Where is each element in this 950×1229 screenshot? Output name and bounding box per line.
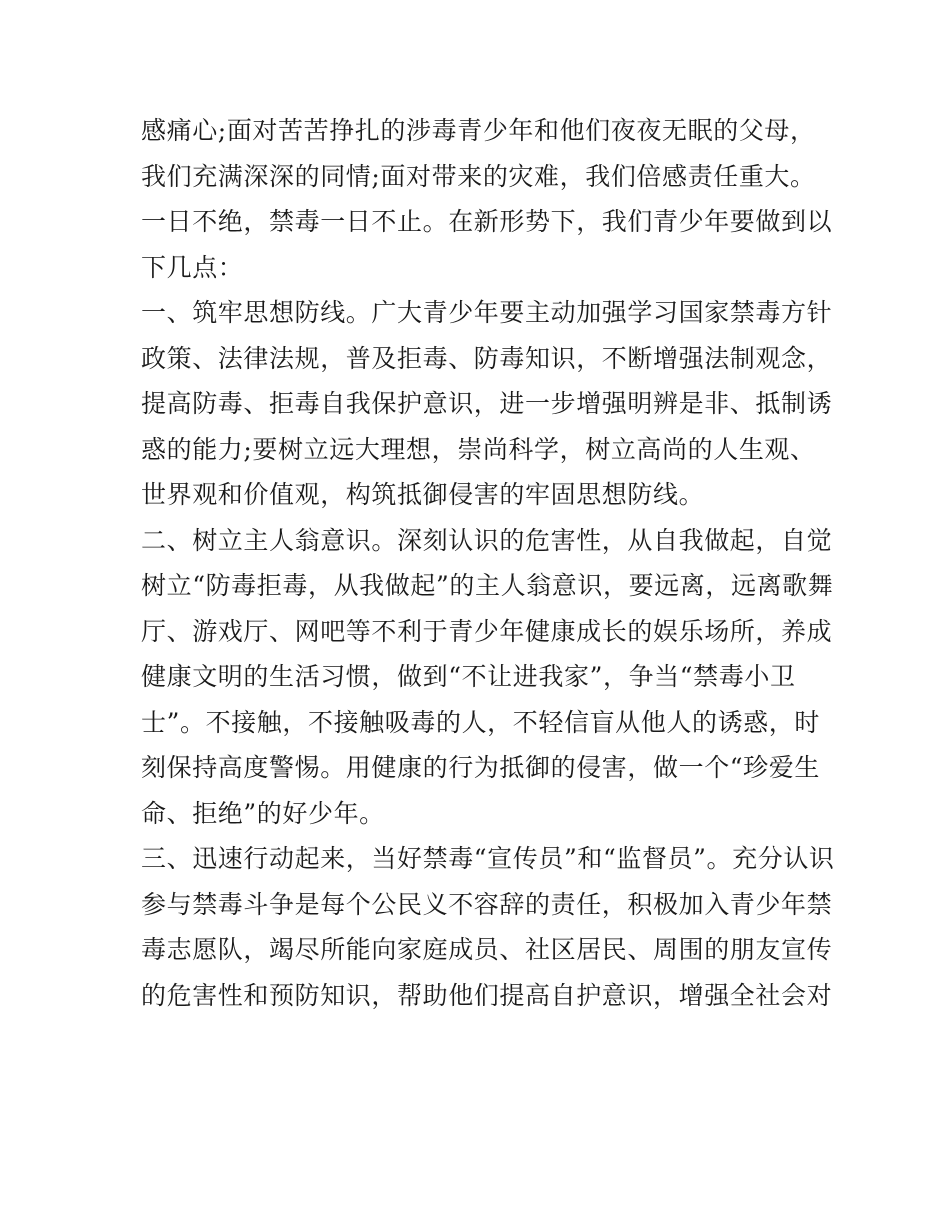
text-line: 我们充满深深的同情;面对带来的灾难，我们倍感责任重大。 bbox=[141, 161, 816, 191]
text-line: 士”。不接触，不接触吸毒的人，不轻信盲从他人的诱惑，时 bbox=[141, 707, 820, 737]
text-line: 厅、游戏厅、网吧等不利于青少年健康成长的娱乐场所，养成 bbox=[141, 616, 833, 646]
text-line: 刻保持高度警惕。用健康的行为抵御的侵害，做一个“珍爱生 bbox=[141, 753, 820, 782]
text-line: 命、拒绝”的好少年。 bbox=[141, 798, 385, 828]
body-text bbox=[141, 108, 835, 1018]
text-line: 的危害性和预防知识，帮助他们提高自护意识，增强全社会对 bbox=[141, 980, 833, 1010]
text-line: 一、筑牢思想防线。广大青少年要主动加强学习国家禁毒方针 bbox=[141, 298, 833, 327]
text-line: 政策、法律法规，普及拒毒、防毒知识，不断增强法制观念， bbox=[141, 343, 833, 373]
text-line: 提高防毒、拒毒自我保护意识，进一步增强明辨是非、抵制诱 bbox=[141, 389, 833, 418]
text-line: 惑的能力;要树立远大理想，崇尚科学，树立高尚的人生观、 bbox=[141, 434, 816, 464]
text-line: 参与禁毒斗争是每个公民义不容辞的责任，积极加入青少年禁 bbox=[141, 889, 833, 919]
text-line: 树立“防毒拒毒，从我做起”的主人翁意识，要远离，远离歌舞 bbox=[141, 571, 834, 600]
text-line: 毒志愿队，竭尽所能向家庭成员、社区居民、周围的朋友宣传 bbox=[141, 935, 833, 964]
text-line: 感痛心;面对苦苦挣扎的涉毒青少年和他们夜夜无眠的父母， bbox=[141, 116, 816, 145]
text-line: 三、迅速行动起来，当好禁毒“宣传员”和“监督员”。充分认识 bbox=[141, 844, 835, 873]
text-line: 二、树立主人翁意识。深刻认识的危害性，从自我做起，自觉 bbox=[141, 525, 833, 555]
text-line: 健康文明的生活习惯，做到“不让进我家”，争当“禁毒小卫 bbox=[141, 662, 796, 691]
text-line: 下几点： bbox=[141, 252, 244, 282]
text-line: 一日不绝，禁毒一日不止。在新形势下，我们青少年要做到以 bbox=[141, 207, 833, 236]
text-line: 世界观和价值观，构筑抵御侵害的牢固思想防线。 bbox=[141, 480, 705, 509]
